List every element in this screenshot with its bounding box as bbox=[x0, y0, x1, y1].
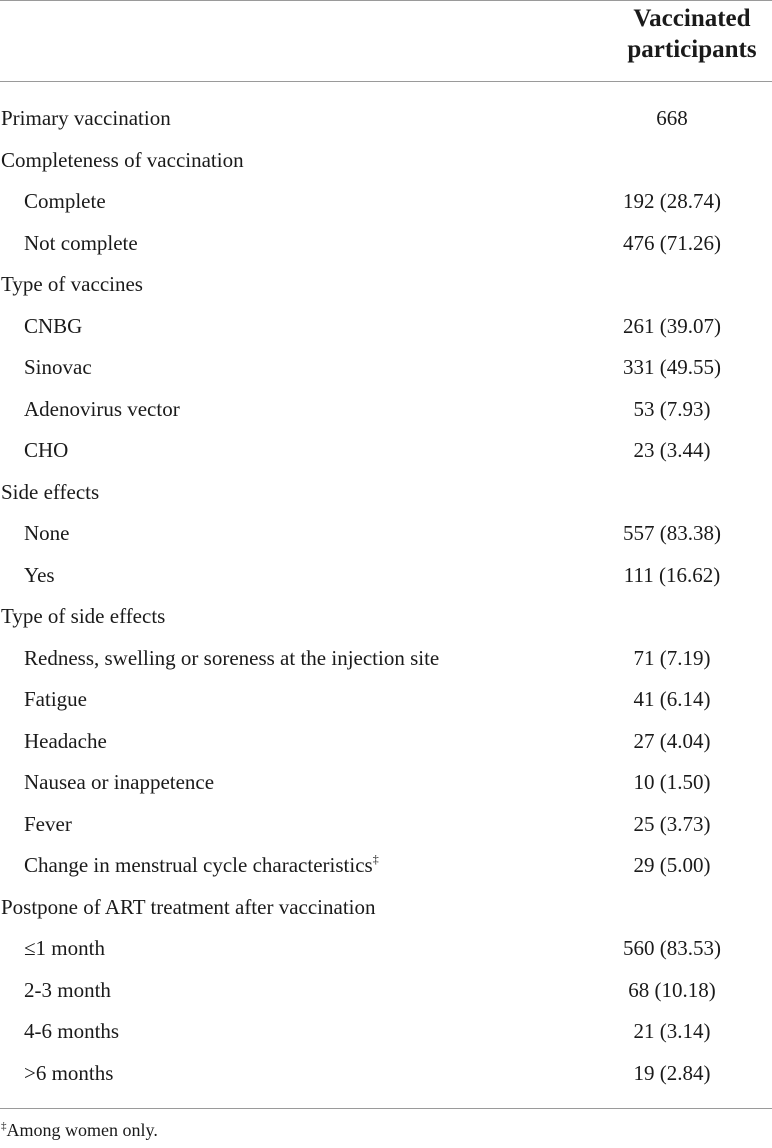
row-label bbox=[0, 521, 572, 546]
table-row-item bbox=[0, 928, 772, 970]
column-header-line1: Vaccinated bbox=[633, 5, 751, 32]
row-label bbox=[0, 231, 572, 256]
row-label-text: Side effects bbox=[1, 479, 100, 504]
table-row-item bbox=[0, 347, 772, 389]
row-value: 111 (16.62) bbox=[623, 562, 721, 587]
row-label-text: Not complete bbox=[24, 230, 138, 255]
row-label bbox=[0, 1061, 572, 1086]
row-label-text: Primary vaccination bbox=[1, 106, 171, 131]
table-row-item bbox=[0, 804, 772, 846]
footnote-text: Among women only. bbox=[6, 1120, 158, 1140]
row-label-text: Type of vaccines bbox=[1, 272, 143, 297]
row-value: 68 (10.18) bbox=[628, 977, 716, 1002]
row-label-text: CHO bbox=[24, 438, 69, 463]
row-label-text: ≤1 month bbox=[24, 936, 105, 961]
table-row-category bbox=[0, 140, 772, 182]
row-label bbox=[0, 604, 572, 629]
row-label bbox=[0, 646, 572, 671]
table-row-item bbox=[0, 430, 772, 472]
table-row-item bbox=[0, 306, 772, 348]
row-footnote-mark: ‡ bbox=[372, 852, 379, 867]
row-label bbox=[0, 189, 572, 214]
row-label-text: 4-6 months bbox=[24, 1019, 120, 1044]
table-row-category bbox=[0, 98, 772, 140]
table-row-item bbox=[0, 555, 772, 597]
row-label bbox=[0, 1019, 572, 1044]
column-header-line2: participants bbox=[627, 36, 757, 63]
row-label-text: Completeness of vaccination bbox=[1, 147, 244, 172]
table-header bbox=[0, 1, 772, 81]
table-footnote bbox=[0, 1119, 772, 1141]
row-value: 25 (3.73) bbox=[633, 811, 711, 836]
row-label bbox=[0, 812, 572, 837]
row-value: 331 (49.55) bbox=[623, 355, 721, 380]
row-value: 10 (1.50) bbox=[633, 770, 711, 795]
table-row-category bbox=[0, 472, 772, 514]
table-row-item bbox=[0, 181, 772, 223]
row-label-text: Fatigue bbox=[24, 687, 87, 712]
row-label bbox=[0, 770, 572, 795]
row-label-text: CNBG bbox=[24, 313, 83, 338]
row-value: 53 (7.93) bbox=[633, 396, 711, 421]
row-label bbox=[0, 314, 572, 339]
table-row-item bbox=[0, 513, 772, 555]
table-row-item bbox=[0, 762, 772, 804]
row-value: 23 (3.44) bbox=[633, 438, 711, 463]
row-label bbox=[0, 397, 572, 422]
row-value: 29 (5.00) bbox=[633, 853, 711, 878]
row-label bbox=[0, 853, 572, 878]
row-value: 192 (28.74) bbox=[623, 189, 721, 214]
row-value: 668 bbox=[656, 106, 688, 131]
row-label-text: Adenovirus vector bbox=[24, 396, 180, 421]
row-label bbox=[0, 563, 572, 588]
row-value: 41 (6.14) bbox=[633, 687, 711, 712]
table-bottom-rule bbox=[0, 1108, 772, 1109]
row-label-text: None bbox=[24, 521, 70, 546]
row-label bbox=[0, 480, 572, 505]
row-label-text: Type of side effects bbox=[1, 604, 166, 629]
row-value: 476 (71.26) bbox=[623, 230, 721, 255]
row-value: 71 (7.19) bbox=[633, 645, 711, 670]
row-value: 27 (4.04) bbox=[633, 728, 711, 753]
row-label bbox=[0, 687, 572, 712]
row-value: 261 (39.07) bbox=[623, 313, 721, 338]
row-label-text: Complete bbox=[24, 189, 106, 214]
row-value: 19 (2.84) bbox=[633, 1060, 711, 1085]
row-label-text: Yes bbox=[24, 562, 55, 587]
row-label bbox=[0, 106, 572, 131]
row-label-text: Nausea or inappetence bbox=[24, 770, 215, 795]
table-row-item bbox=[0, 1053, 772, 1095]
row-label bbox=[0, 729, 572, 754]
row-label bbox=[0, 936, 572, 961]
row-label-text: 2-3 month bbox=[24, 977, 111, 1002]
table-row-item bbox=[0, 223, 772, 265]
row-label bbox=[0, 895, 572, 920]
row-label-text: Sinovac bbox=[24, 355, 92, 380]
table-row-category bbox=[0, 887, 772, 929]
table-row-item bbox=[0, 638, 772, 680]
row-label-text: >6 months bbox=[24, 1060, 114, 1085]
row-label-text: Fever bbox=[24, 811, 72, 836]
table-row-item bbox=[0, 679, 772, 721]
table-body bbox=[0, 82, 772, 1094]
row-label-text: Postpone of ART treatment after vaccination bbox=[1, 894, 376, 919]
row-label bbox=[0, 978, 572, 1003]
row-value: 557 (83.38) bbox=[623, 521, 721, 546]
table-row-item bbox=[0, 1011, 772, 1053]
row-label-text: Headache bbox=[24, 728, 107, 753]
row-label-text: Change in menstrual cycle characteristics bbox=[24, 853, 373, 878]
table-row-item bbox=[0, 389, 772, 431]
table-row-item bbox=[0, 970, 772, 1012]
row-label bbox=[0, 438, 572, 463]
row-label bbox=[0, 272, 572, 297]
row-value: 21 (3.14) bbox=[633, 1019, 711, 1044]
table-row-item bbox=[0, 845, 772, 887]
row-value: 560 (83.53) bbox=[623, 936, 721, 961]
row-label-text: Redness, swelling or soreness at the injection site bbox=[24, 645, 440, 670]
footnote-mark: ‡ bbox=[1, 1120, 7, 1132]
column-header-vaccinated-participants bbox=[612, 3, 772, 65]
row-label bbox=[0, 355, 572, 380]
row-label bbox=[0, 148, 572, 173]
table-row-item bbox=[0, 721, 772, 763]
table-row-category bbox=[0, 596, 772, 638]
table-row-category bbox=[0, 264, 772, 306]
